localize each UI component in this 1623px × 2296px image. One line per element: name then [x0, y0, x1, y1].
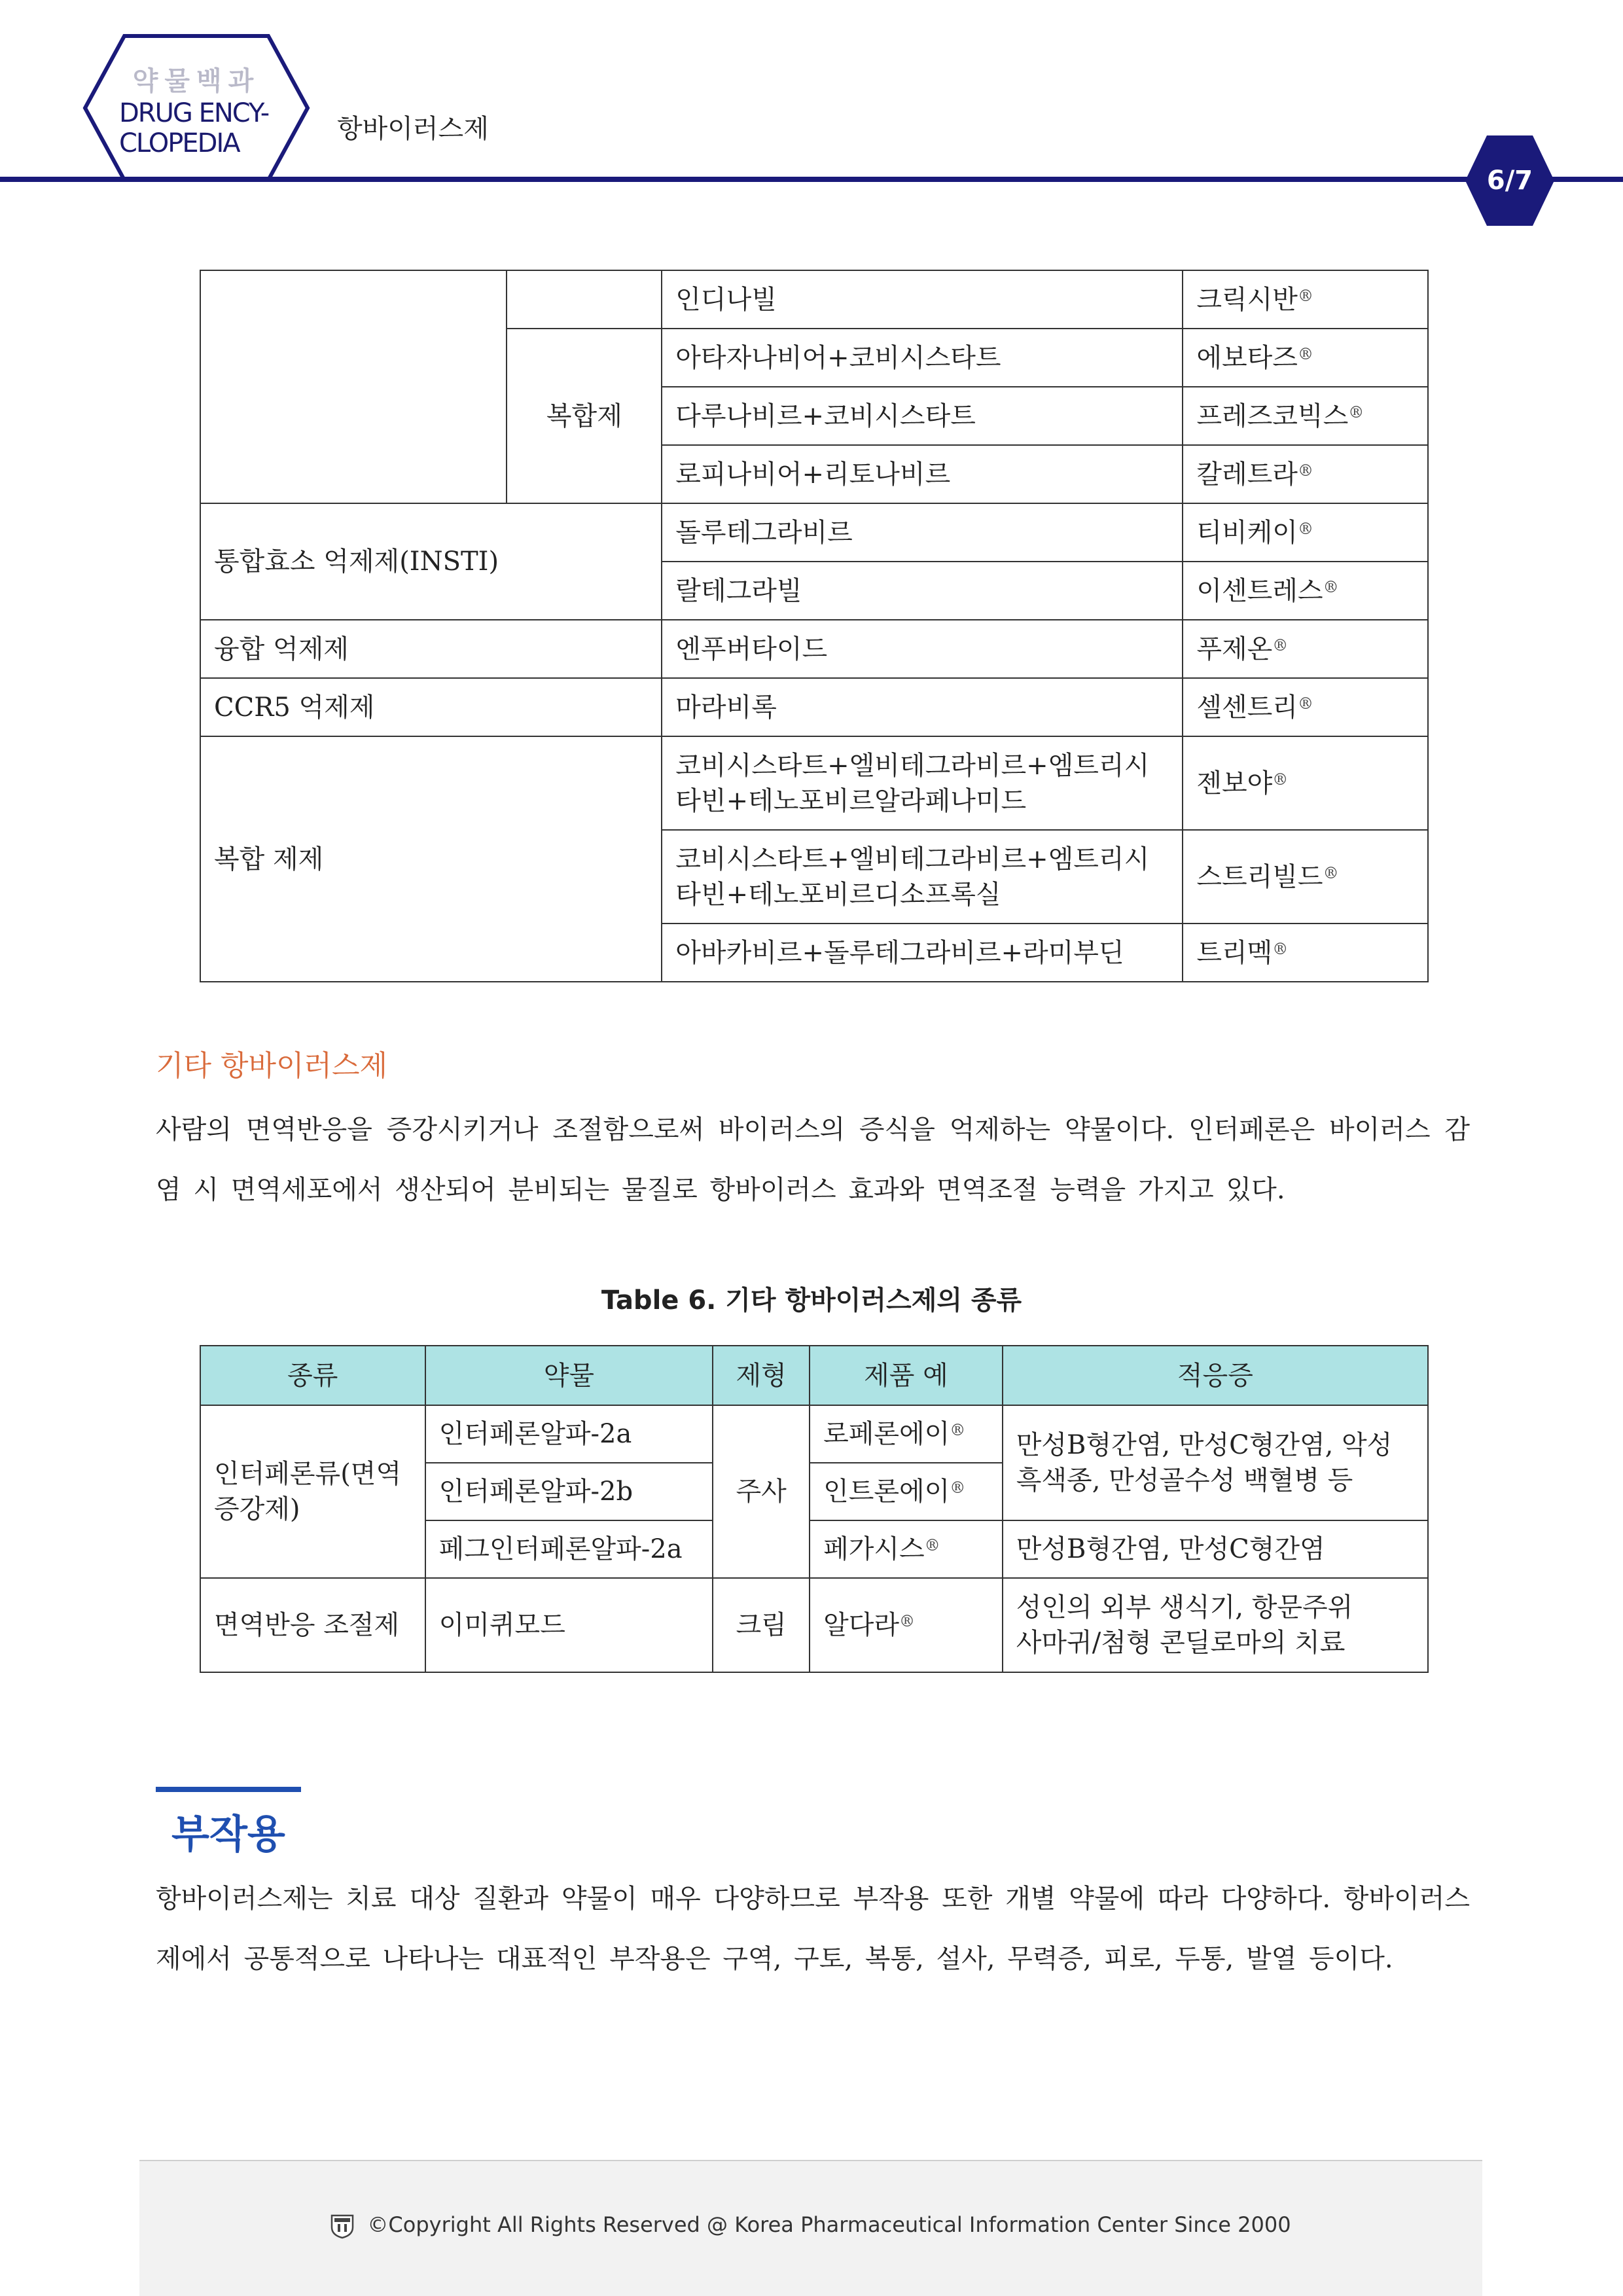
table-cell-product: [1183, 387, 1428, 445]
product-name: 티비케이: [1196, 517, 1298, 548]
registered-mark: ®: [1297, 286, 1313, 305]
indication-line: 흑색종, 만성골수성 백혈병 등: [1016, 1465, 1353, 1496]
logo-english-line2: CLOPEDIA: [119, 128, 240, 158]
table-cell-product: [1183, 736, 1428, 830]
product-name: 에보타즈: [1196, 342, 1298, 373]
table-cell-group: 복합 제제: [200, 736, 662, 982]
logo: [79, 33, 314, 183]
kpic-logo-icon: [330, 2213, 354, 2239]
table-row: [200, 503, 1428, 562]
column-header-indication: 적응증: [1003, 1346, 1428, 1405]
other-antivirals-paragraph: 사람의 면역반응을 증강시키거나 조절함으로써 바이러스의 증식을 억제하는 약물이다. 인터페론은 바이러스 감염 시 면역세포에서 생산되어 분비되는 물질로 항바이러스 효과와 면역조절 능력을 가지고 있다.: [156, 1115, 1470, 1205]
side-effects-paragraph: 항바이러스제는 치료 대상 질환과 약물이 매우 다양하므로 부작용 또한 개별 약물에 따라 다양하다. 항바이러스제에서 공통적으로 나타나는 대표적인 부작용은 구역, 구토, 복통, 설사, 무력증, 피로, 두통, 발열 등이다.: [156, 1884, 1470, 1974]
table-cell-drug: [662, 736, 1183, 830]
table-row: [200, 678, 1428, 736]
table-cell-product: [1183, 678, 1428, 736]
table-row: [200, 1578, 1428, 1672]
product-name: 이센트레스: [1196, 575, 1323, 606]
product-name: 칼레트라: [1196, 459, 1298, 490]
registered-mark: ®: [1272, 939, 1289, 958]
product-name: 젠보야: [1196, 768, 1273, 798]
column-header-drug: 약물: [425, 1346, 713, 1405]
table-cell-product: [1183, 924, 1428, 982]
table-cell-drug: 다루나비르+코비시스타트: [662, 387, 1183, 445]
indication-line: 만성B형간염, 만성C형간염, 악성: [1016, 1430, 1393, 1460]
table-cell-empty: [200, 270, 507, 503]
table-cell-product: [1183, 445, 1428, 503]
product-name: 트리멕: [1196, 937, 1273, 968]
table-cell-product: [1183, 830, 1428, 924]
table-cell-product: [1183, 270, 1428, 329]
drug-line: 타빈+테노포비르알라페나미드: [675, 785, 1027, 816]
type-line: 증강제): [214, 1494, 300, 1524]
table-cell-drug: 이미퀴모드: [425, 1578, 713, 1672]
table-cell-drug: 인터페론알파-2b: [425, 1463, 713, 1520]
table-cell-drug: [662, 830, 1183, 924]
table-cell-subgroup: 복합제: [507, 329, 662, 503]
product-name: 인트론에이: [823, 1477, 950, 1507]
registered-mark: ®: [1323, 577, 1339, 596]
table-cell-drug: 엔푸버타이드: [662, 620, 1183, 678]
table-cell-group: 통합효소 억제제(INSTI): [200, 503, 662, 620]
product-name: 푸제온: [1196, 634, 1273, 664]
table-cell-product: [1183, 562, 1428, 620]
registered-mark: ®: [1323, 863, 1339, 882]
table-cell-drug: 마라비록: [662, 678, 1183, 736]
registered-mark: ®: [1272, 770, 1289, 789]
footer: [139, 2160, 1482, 2296]
indication-line: 사마귀/첨형 콘딜로마의 치료: [1016, 1628, 1346, 1658]
other-antivirals-table: [200, 1345, 1429, 1673]
page-number-badge: [1464, 134, 1556, 227]
copyright-text: ©Copyright All Rights Reserved @ Korea Pharmaceutical Information Center Since 2000: [367, 2212, 1291, 2237]
registered-mark: ®: [1297, 344, 1313, 363]
table-row: [200, 736, 1428, 830]
table-row: [200, 620, 1428, 678]
table-cell-product: [1183, 329, 1428, 387]
column-header-product: 제품 예: [810, 1346, 1003, 1405]
table-cell-group: 융합 억제제: [200, 620, 662, 678]
other-antivirals-heading: 기타 항바이러스제: [156, 1049, 388, 1083]
table-cell-product: [810, 1520, 1003, 1578]
column-header-type: 종류: [200, 1346, 425, 1405]
table-row: [200, 1405, 1428, 1463]
header-divider: [0, 177, 1623, 182]
table-cell-type: 면역반응 조절제: [200, 1578, 425, 1672]
drug-line: 코비시스타트+엘비테그라비르+엠트리시: [675, 750, 1150, 781]
side-effects-title: 부작용: [171, 1812, 285, 1857]
table-cell-empty: [507, 270, 662, 329]
registered-mark: ®: [1348, 403, 1364, 422]
product-name: 셀센트리: [1196, 692, 1298, 723]
table-header-row: [200, 1346, 1428, 1405]
logo-english-text: [119, 98, 268, 158]
table-cell-drug: 아타자나비어+코비시스타트: [662, 329, 1183, 387]
table-cell-drug: 돌루테그라비르: [662, 503, 1183, 562]
registered-mark: ®: [899, 1612, 916, 1630]
table-cell-product: [810, 1405, 1003, 1463]
registered-mark: ®: [950, 1421, 966, 1439]
product-name: 페가시스: [823, 1534, 925, 1564]
table-cell-product: [1183, 503, 1428, 562]
table-cell-product: [1183, 620, 1428, 678]
table-cell-drug: 인디나빌: [662, 270, 1183, 329]
footer-content: [139, 2212, 1482, 2239]
table-caption: Table 6. 기타 항바이러스제의 종류: [601, 1285, 1022, 1316]
table-cell-drug: 페그인터페론알파-2a: [425, 1520, 713, 1578]
table-cell-product: [810, 1578, 1003, 1672]
table-cell-form: 주사: [713, 1405, 810, 1578]
product-name: 알다라: [823, 1610, 900, 1640]
table-cell-product: [810, 1463, 1003, 1520]
section-title-bar: [156, 1787, 301, 1792]
table-cell-form: 크림: [713, 1578, 810, 1672]
registered-mark: ®: [924, 1536, 940, 1554]
table-row: [200, 270, 1428, 329]
table-cell-indication: 만성B형간염, 만성C형간염: [1003, 1520, 1428, 1578]
drug-line: 타빈+테노포비르디소프록실: [675, 879, 1001, 910]
table-cell-drug: 로피나비어+리토나비르: [662, 445, 1183, 503]
table-cell-drug: 랄테그라빌: [662, 562, 1183, 620]
registered-mark: ®: [1297, 519, 1313, 538]
page-number: 6/7: [1486, 166, 1533, 196]
logo-korean-text: 약물백과: [132, 66, 260, 96]
column-header-form: 제형: [713, 1346, 810, 1405]
registered-mark: ®: [1272, 636, 1289, 655]
registered-mark: ®: [1297, 694, 1313, 713]
table-cell-indication: [1003, 1578, 1428, 1672]
table-cell-group: CCR5 억제제: [200, 678, 662, 736]
table-cell-drug: 인터페론알파-2a: [425, 1405, 713, 1463]
product-name: 크릭시반: [1196, 284, 1298, 315]
product-name: 스트리빌드: [1196, 861, 1323, 892]
registered-mark: ®: [1297, 461, 1313, 480]
type-line: 인터페론류(면역: [214, 1459, 402, 1489]
drug-line: 코비시스타트+엘비테그라비르+엠트리시: [675, 844, 1150, 874]
logo-english-line1: DRUG ENCY-: [119, 98, 269, 128]
product-name: 프레즈코빅스: [1196, 401, 1349, 431]
page-header-title: 항바이러스제: [337, 114, 489, 144]
table-cell-type: [200, 1405, 425, 1578]
product-name: 로페론에이: [823, 1419, 950, 1449]
table-cell-drug: 아바카비르+돌루테그라비르+라미부딘: [662, 924, 1183, 982]
table-cell-indication: [1003, 1405, 1428, 1520]
antiviral-drug-table-continued: [200, 270, 1429, 982]
registered-mark: ®: [950, 1479, 966, 1497]
indication-line: 성인의 외부 생식기, 항문주위: [1016, 1592, 1353, 1623]
